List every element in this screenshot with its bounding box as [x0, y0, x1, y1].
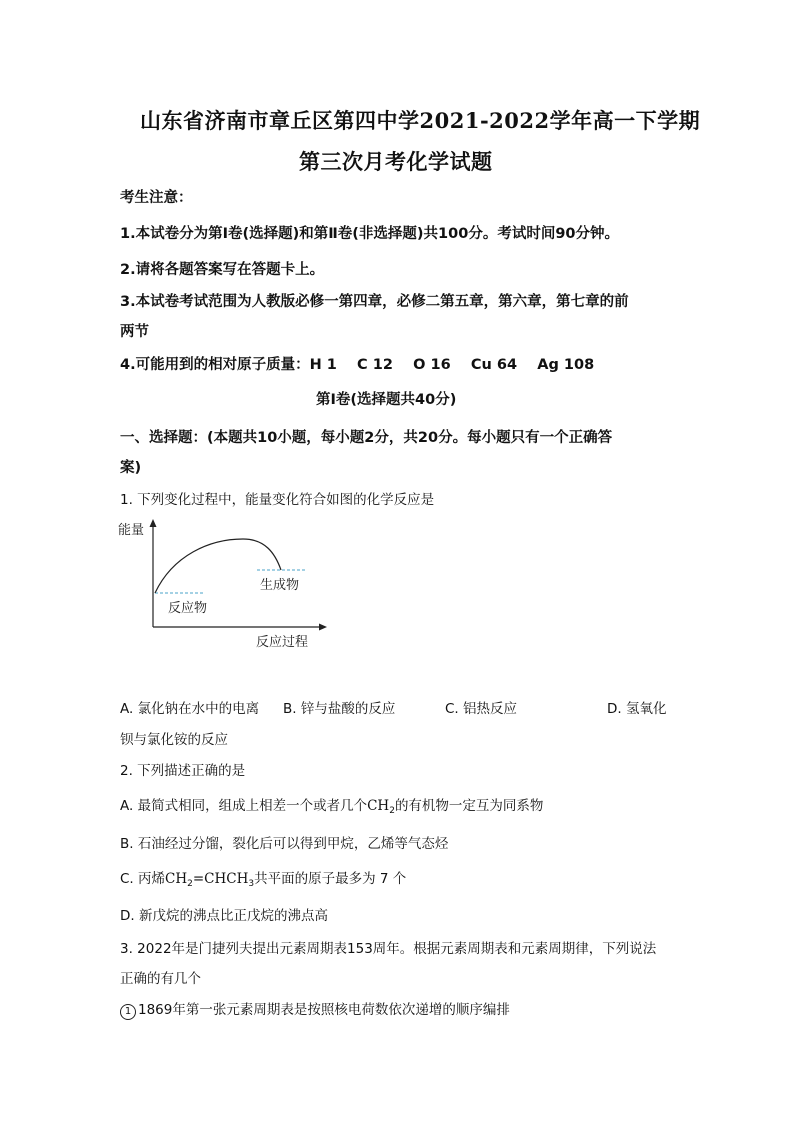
question-1-option-d-cont: 钡与氯化铵的反应 [120, 732, 228, 748]
question-3-stem-cont: 正确的有几个 [120, 971, 201, 987]
question-2-option-b: B. 石油经过分馏，裂化后可以得到甲烷，乙烯等气态烃 [120, 836, 449, 852]
notice-item-1: 1.本试卷分为第Ⅰ卷(选择题)和第Ⅱ卷(非选择题)共100分。考试时间90分钟。 [120, 226, 619, 242]
section-instructions-cont: 案) [120, 460, 142, 476]
reactant-label: 反应物 [168, 601, 208, 616]
section-instructions: 一、选择题：(本题共10小题，每小题2分，共20分。每小题只有一个正确答 [120, 430, 613, 446]
notice-item-4: 4.可能用到的相对原子质量：H 1 C 12 O 16 Cu 64 Ag 108 [120, 357, 595, 373]
x-axis-arrow [319, 624, 327, 631]
notice-item-2: 2.请将各题答案写在答题卡上。 [120, 262, 325, 278]
question-3-stem: 3. 2022年是门捷列夫提出元素周期表153周年。根据元素周期表和元素周期律，下列说法 [120, 941, 657, 957]
product-label: 生成物 [260, 578, 300, 593]
notice-heading: 考生注意： [120, 190, 193, 206]
question-2-option-d: D. 新戊烷的沸点比正戊烷的沸点高 [120, 908, 328, 924]
y-axis-arrow [150, 519, 157, 527]
page-title: 山东省济南市章丘区第四中学2021-2022学年高一下学期 [140, 108, 701, 133]
question-1-option-a: A. 氯化钠在水中的电离 [120, 701, 260, 717]
circled-number-1: 1 [120, 1004, 136, 1020]
section-title: 第Ⅰ卷(选择题共40分) [316, 392, 457, 408]
energy-diagram [115, 515, 335, 655]
x-axis-label: 反应过程 [256, 635, 309, 650]
y-axis-label: 能量 [118, 523, 145, 538]
question-2-option-a: A. 最简式相同，组成上相差一个或者几个$CH_2$的有机物一定互为同系物 [120, 798, 544, 816]
question-1-option-b: B. 锌与盐酸的反应 [283, 701, 396, 717]
question-2-stem: 2. 下列描述正确的是 [120, 763, 246, 779]
notice-item-3-cont: 两节 [120, 324, 149, 340]
question-3-item-1: 1 1869年第一张元素周期表是按照核电荷数依次递增的顺序编排 [120, 998, 510, 1020]
question-1-option-c: C. 铝热反应 [445, 701, 518, 717]
question-1-stem: 1. 下列变化过程中，能量变化符合如图的化学反应是 [120, 492, 435, 508]
page-subtitle: 第三次月考化学试题 [299, 149, 493, 174]
notice-item-3: 3.本试卷考试范围为人教版必修一第四章，必修二第五章，第六章，第七章的前 [120, 294, 629, 310]
question-1-option-d: D. 氢氧化 [607, 701, 667, 717]
question-2-option-c: C. 丙烯$CH_2=CHCH_3$共平面的原子最多为 7 个 [120, 871, 407, 889]
